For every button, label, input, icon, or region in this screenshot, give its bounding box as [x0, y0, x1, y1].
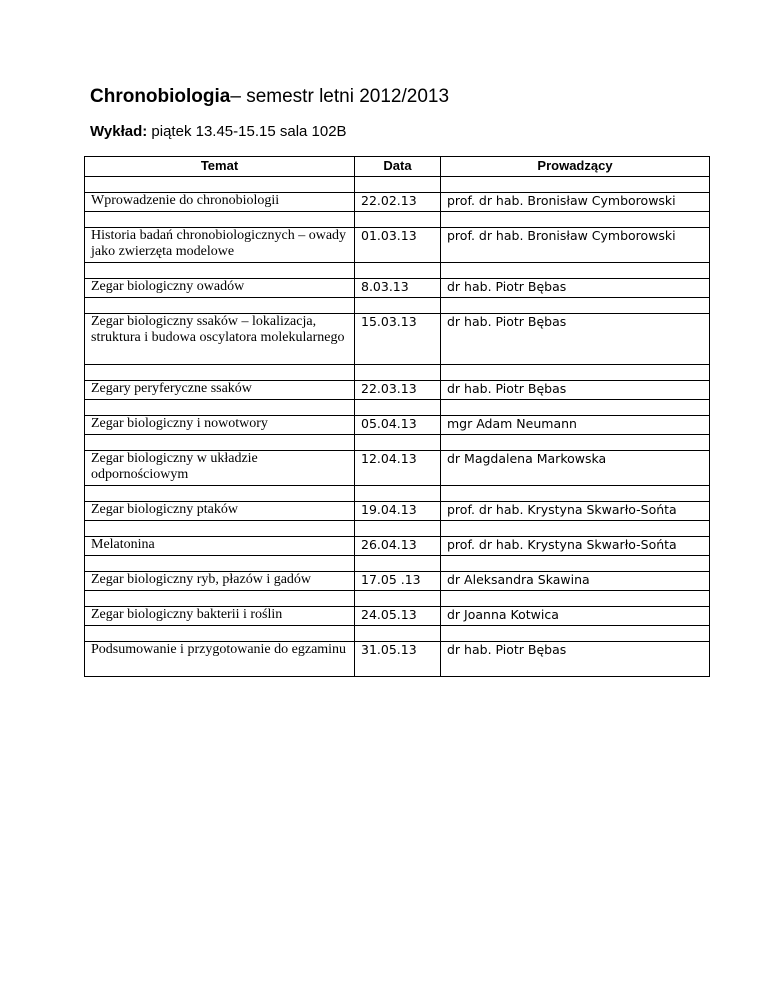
topic-cell: Wprowadzenie do chronobiologii [85, 193, 355, 212]
table-row [85, 193, 710, 212]
lecturer-cell: dr Joanna Kotwica [441, 607, 710, 626]
table-row [85, 607, 710, 626]
spacer-row [85, 626, 710, 642]
lecturer-cell: prof. dr hab. Krystyna Skwarło-Sońta [441, 537, 710, 556]
spacer-cell [355, 556, 441, 572]
spacer-cell [441, 177, 710, 193]
spacer-row [85, 556, 710, 572]
lecture-label: Wykład: [90, 123, 148, 140]
topic-cell: Zegar biologiczny w układzie odpornościowym [85, 451, 355, 486]
schedule-body [85, 177, 710, 677]
date-cell: 12.04.13 [355, 451, 441, 486]
spacer-cell [85, 626, 355, 642]
spacer-row [85, 263, 710, 279]
spacer-cell [441, 556, 710, 572]
schedule-table [84, 156, 710, 677]
lecturer-cell: mgr Adam Neumann [441, 416, 710, 435]
header-row [85, 157, 710, 177]
header-lecturer: Prowadzący [441, 157, 710, 177]
spacer-row [85, 298, 710, 314]
lecturer-cell: dr hab. Piotr Bębas [441, 314, 710, 365]
lecturer-cell: prof. dr hab. Bronisław Cymborowski [441, 193, 710, 212]
table-row [85, 502, 710, 521]
spacer-cell [85, 591, 355, 607]
table-row [85, 314, 710, 365]
spacer-row [85, 400, 710, 416]
spacer-cell [85, 212, 355, 228]
lecturer-cell: dr Magdalena Markowska [441, 451, 710, 486]
title-bold: Chronobiologia [90, 86, 231, 107]
spacer-cell [355, 400, 441, 416]
spacer-cell [85, 521, 355, 537]
topic-cell: Zegar biologiczny ssaków – lokalizacja, struktura i budowa oscylatora molekularnego [85, 314, 355, 365]
table-row [85, 381, 710, 400]
spacer-cell [85, 298, 355, 314]
spacer-row [85, 486, 710, 502]
topic-cell: Historia badań chronobiologicznych – owady jako zwierzęta modelowe [85, 228, 355, 263]
spacer-row [85, 365, 710, 381]
spacer-cell [85, 263, 355, 279]
table-row [85, 451, 710, 486]
date-cell: 8.03.13 [355, 279, 441, 298]
spacer-cell [441, 626, 710, 642]
spacer-cell [441, 486, 710, 502]
spacer-cell [441, 435, 710, 451]
spacer-cell [355, 365, 441, 381]
date-cell: 26.04.13 [355, 537, 441, 556]
spacer-cell [355, 591, 441, 607]
spacer-cell [355, 298, 441, 314]
spacer-row [85, 177, 710, 193]
spacer-cell [85, 486, 355, 502]
date-cell: 19.04.13 [355, 502, 441, 521]
title-rest: – semestr letni 2012/2013 [230, 86, 450, 107]
spacer-cell [355, 521, 441, 537]
topic-cell: Podsumowanie i przygotowanie do egzaminu [85, 642, 355, 677]
topic-cell: Zegar biologiczny ptaków [85, 502, 355, 521]
spacer-cell [441, 298, 710, 314]
topic-cell: Zegar biologiczny owadów [85, 279, 355, 298]
lecturer-cell: dr Aleksandra Skawina [441, 572, 710, 591]
date-cell: 01.03.13 [355, 228, 441, 263]
spacer-cell [355, 486, 441, 502]
spacer-cell [441, 365, 710, 381]
spacer-cell [441, 521, 710, 537]
date-cell: 22.03.13 [355, 381, 441, 400]
spacer-cell [441, 263, 710, 279]
date-cell: 22.02.13 [355, 193, 441, 212]
table-row [85, 416, 710, 435]
lecturer-cell: dr hab. Piotr Bębas [441, 381, 710, 400]
lecturer-cell: prof. dr hab. Bronisław Cymborowski [441, 228, 710, 263]
table-row [85, 642, 710, 677]
spacer-cell [85, 400, 355, 416]
spacer-row [85, 591, 710, 607]
date-cell: 17.05 .13 [355, 572, 441, 591]
spacer-row [85, 435, 710, 451]
lecture-info [90, 123, 347, 140]
spacer-cell [85, 435, 355, 451]
topic-cell: Zegar biologiczny ryb, płazów i gadów [85, 572, 355, 591]
spacer-cell [355, 626, 441, 642]
spacer-cell [441, 212, 710, 228]
date-cell: 31.05.13 [355, 642, 441, 677]
spacer-row [85, 521, 710, 537]
table-row [85, 537, 710, 556]
topic-cell: Melatonina [85, 537, 355, 556]
header-topic: Temat [85, 157, 355, 177]
page-title [90, 86, 449, 108]
spacer-row [85, 212, 710, 228]
lecturer-cell: dr hab. Piotr Bębas [441, 279, 710, 298]
spacer-cell [85, 556, 355, 572]
table-row [85, 572, 710, 591]
topic-cell: Zegary peryferyczne ssaków [85, 381, 355, 400]
spacer-cell [355, 435, 441, 451]
table-row [85, 228, 710, 263]
date-cell: 05.04.13 [355, 416, 441, 435]
topic-cell: Zegar biologiczny i nowotwory [85, 416, 355, 435]
header-date: Data [355, 157, 441, 177]
lecturer-cell: dr hab. Piotr Bębas [441, 642, 710, 677]
lecturer-cell: prof. dr hab. Krystyna Skwarło-Sońta [441, 502, 710, 521]
spacer-cell [85, 365, 355, 381]
topic-cell: Zegar biologiczny bakterii i roślin [85, 607, 355, 626]
spacer-cell [441, 591, 710, 607]
spacer-cell [441, 400, 710, 416]
spacer-cell [355, 177, 441, 193]
spacer-cell [85, 177, 355, 193]
date-cell: 24.05.13 [355, 607, 441, 626]
date-cell: 15.03.13 [355, 314, 441, 365]
spacer-cell [355, 263, 441, 279]
lecture-details: piątek 13.45-15.15 sala 102B [147, 123, 347, 140]
spacer-cell [355, 212, 441, 228]
table-row [85, 279, 710, 298]
